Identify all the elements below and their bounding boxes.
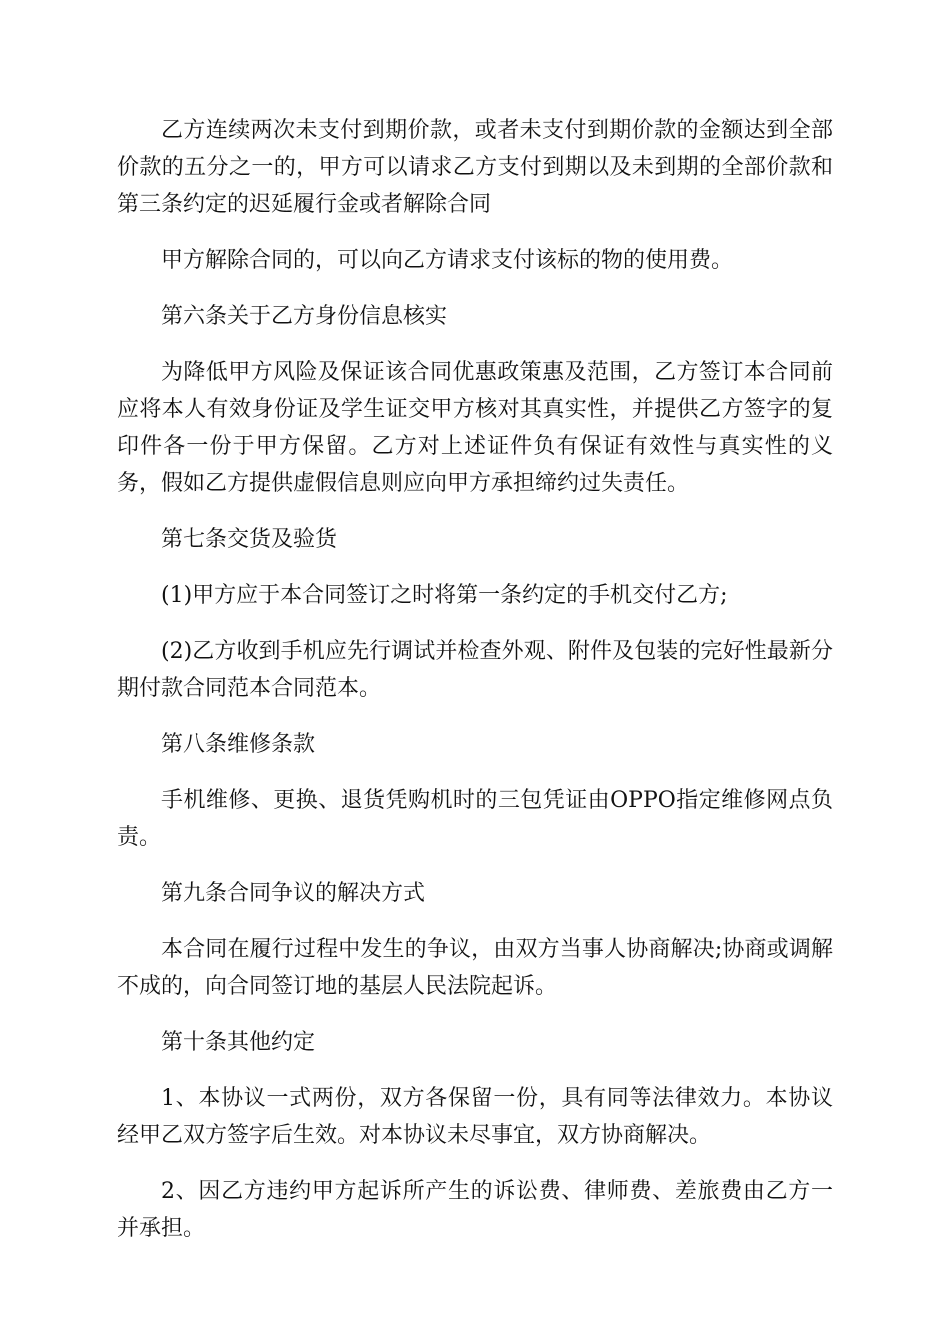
paragraph-other-1: 1、本协议一式两份，双方各保留一份，具有同等法律效力。本协议经甲乙双方签字后生效。对本协议未尽事宜，双方协商解决。 [117, 1086, 833, 1148]
paragraph-overdue-payment: 乙方连续两次未支付到期价款，或者未支付到期价款的金额达到全部价款的五分之一的，甲方可以请求乙方支付到期以及未到期的全部价款和第三条约定的迟延履行金或者解除合同 [117, 118, 833, 217]
paragraph-dispute: 本合同在履行过程中发生的争议，由双方当事人协商解决;协商或调解不成的，向合同签订地的基层人民法院起诉。 [117, 937, 833, 999]
paragraph-delivery-1: (1)甲方应于本合同签订之时将第一条约定的手机交付乙方; [161, 583, 728, 608]
document-body [117, 112, 833, 1266]
paragraph-usage-fee: 甲方解除合同的，可以向乙方请求支付该标的物的使用费。 [161, 248, 734, 273]
paragraph-other-2: 2、因乙方违约甲方起诉所产生的诉讼费、律师费、差旅费由乙方一并承担。 [117, 1179, 833, 1241]
section-heading-7: 第七条交货及验货 [161, 527, 338, 552]
paragraph-repair: 手机维修、更换、退货凭购机时的三包凭证由OPPO指定维修网点负责。 [117, 788, 833, 850]
section-heading-8: 第八条维修条款 [161, 732, 316, 757]
section-heading-10: 第十条其他约定 [161, 1030, 316, 1055]
section-heading-9: 第九条合同争议的解决方式 [161, 881, 426, 906]
paragraph-delivery-2: (2)乙方收到手机应先行调试并检查外观、附件及包装的完好性最新分期付款合同范本合同范本。 [117, 639, 833, 701]
section-heading-6: 第六条关于乙方身份信息核实 [161, 304, 448, 329]
paragraph-identity-verification: 为降低甲方风险及保证该合同优惠政策惠及范围，乙方签订本合同前应将本人有效身份证及学生证交甲方核对其真实性，并提供乙方签字的复印件各一份于甲方保留。乙方对上述证件负有保证有效性与真实性的义务，假如乙方提供虚假信息则应向甲方承担缔约过失责任。 [117, 360, 833, 496]
